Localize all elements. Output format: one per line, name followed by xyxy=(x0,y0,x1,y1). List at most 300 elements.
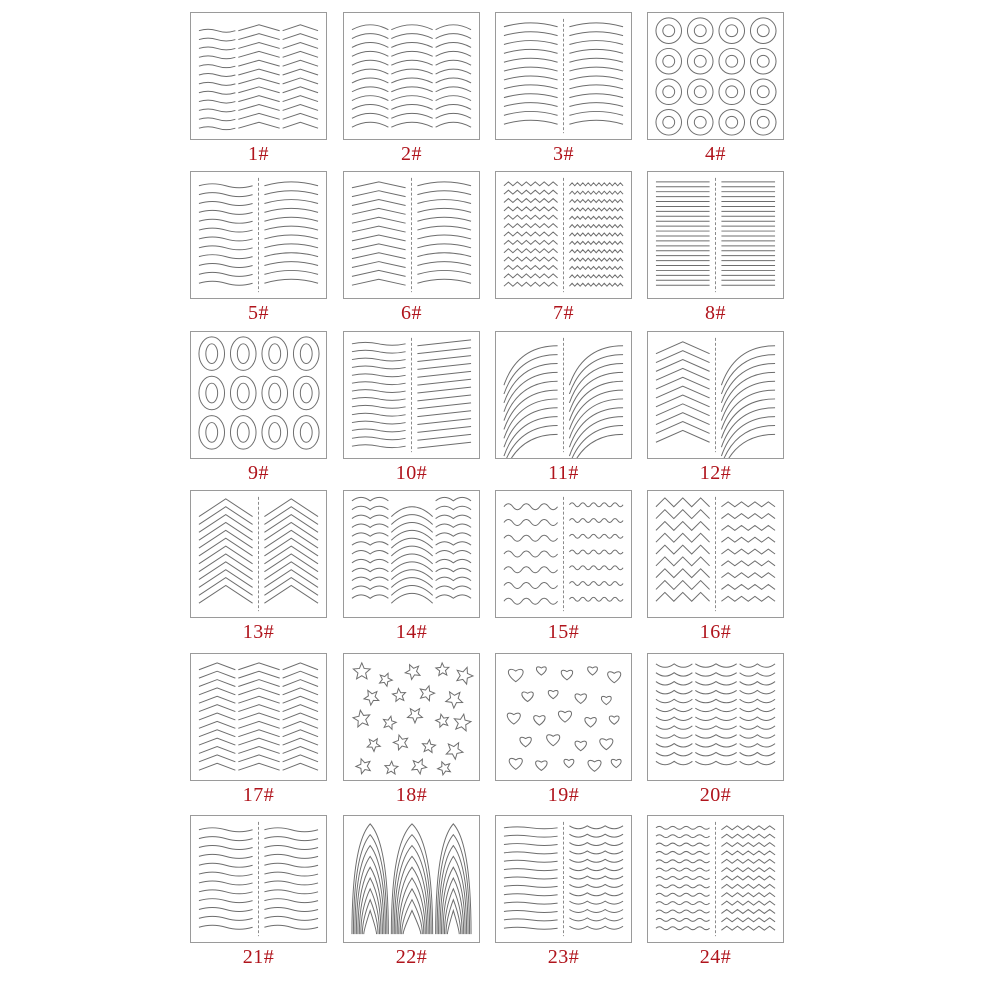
arc-line xyxy=(264,217,318,221)
scallop-line xyxy=(695,682,736,685)
arc-line xyxy=(264,200,318,204)
stencil-pattern xyxy=(496,13,631,139)
arc-line xyxy=(504,58,558,62)
zigzag-line xyxy=(721,843,775,847)
oval-inner xyxy=(206,344,218,364)
wave-line xyxy=(504,827,558,829)
wave-line xyxy=(199,837,253,841)
scallop-line xyxy=(695,708,736,711)
stencil-sheet xyxy=(343,12,480,140)
chevron-line xyxy=(238,25,279,31)
scallop-line xyxy=(569,884,623,887)
wave-line xyxy=(504,927,558,929)
ring-outer xyxy=(750,109,776,135)
ring-inner xyxy=(663,86,675,98)
chevron-line xyxy=(199,546,253,564)
ring-outer xyxy=(750,18,776,44)
swoosh-line xyxy=(569,355,623,394)
chevron-line xyxy=(283,663,318,670)
arc-line xyxy=(417,253,471,257)
stencil-sheet xyxy=(343,331,480,459)
arc-line xyxy=(436,78,471,83)
wave-line xyxy=(199,272,253,276)
chevron-line xyxy=(238,122,279,128)
stencil-pattern xyxy=(496,654,631,780)
chevron-line xyxy=(238,105,279,111)
wave-line xyxy=(352,390,406,393)
arc-line xyxy=(436,60,471,65)
wave-line xyxy=(199,109,235,112)
scallop-line xyxy=(740,682,775,685)
swoosh-line xyxy=(721,355,775,394)
chevron-line xyxy=(238,755,279,762)
scallop-line xyxy=(695,664,736,667)
stencil-number-label: 1# xyxy=(248,143,269,165)
chevron-line xyxy=(656,395,710,407)
chevron-line xyxy=(656,377,710,389)
arch-line xyxy=(393,835,431,934)
chevron-line xyxy=(264,515,318,533)
heart-shape xyxy=(575,694,586,704)
ring-outer xyxy=(687,79,713,105)
ring-outer xyxy=(719,18,745,44)
arc-line xyxy=(569,58,623,62)
arc-line xyxy=(417,244,471,248)
scallop-line xyxy=(352,542,388,545)
stencil-sheet xyxy=(647,653,784,781)
arc-line xyxy=(504,32,558,36)
wave-line xyxy=(656,910,710,913)
zigzag-line xyxy=(721,596,775,601)
stencil-number-label: 17# xyxy=(242,784,275,806)
ring-outer xyxy=(750,79,776,105)
oval-outer xyxy=(230,376,256,409)
chevron-line xyxy=(283,51,318,57)
wave-line xyxy=(199,255,253,259)
zigzag-line xyxy=(656,522,710,531)
chevron-line xyxy=(283,755,318,762)
ring-inner xyxy=(726,116,738,128)
scallop-line xyxy=(352,568,388,571)
stencil-sheet xyxy=(190,653,327,781)
zigzag-line xyxy=(721,893,775,897)
chevron-line xyxy=(352,182,406,188)
arc-line xyxy=(391,96,432,101)
zigzag-line xyxy=(721,901,775,905)
wave-line xyxy=(569,503,623,507)
zigzag-line xyxy=(656,581,710,590)
wave-line xyxy=(199,219,253,223)
stencil-pattern xyxy=(648,172,783,298)
arc-line xyxy=(569,94,623,98)
chevron-line xyxy=(238,96,279,102)
stencil-number-label: 12# xyxy=(699,462,732,484)
chevron-line xyxy=(238,113,279,119)
scallop-line xyxy=(352,586,388,589)
wave-line xyxy=(264,908,318,912)
wave-line xyxy=(199,74,235,77)
wave-line xyxy=(199,828,253,832)
chevron-line xyxy=(238,747,279,754)
wave-line xyxy=(199,854,253,858)
slant-line xyxy=(417,442,471,448)
arc-line xyxy=(436,87,471,92)
ring-outer xyxy=(687,109,713,135)
scallop-line xyxy=(436,542,471,545)
slant-line xyxy=(417,371,471,377)
wave-line xyxy=(656,835,710,838)
wave-line xyxy=(504,869,558,871)
zigzag-line xyxy=(569,283,623,286)
wave-line xyxy=(352,342,406,345)
slant-line xyxy=(417,387,471,393)
stencil-pattern xyxy=(191,654,326,780)
stencil-sheet xyxy=(343,171,480,299)
chevron-line xyxy=(656,368,710,380)
slant-line xyxy=(417,340,471,346)
stencil-tile xyxy=(190,331,327,489)
oval-inner xyxy=(206,383,218,403)
arc-line xyxy=(569,120,623,124)
scallop-line xyxy=(695,752,736,755)
zigzag-line xyxy=(721,826,775,830)
zigzag-line xyxy=(721,859,775,863)
scallop-line xyxy=(569,910,623,913)
stencil-number-label: 19# xyxy=(547,784,580,806)
ring-inner xyxy=(757,55,769,67)
scallop-line xyxy=(656,761,692,764)
zigzag-line xyxy=(504,207,558,211)
heart-shape xyxy=(548,690,558,698)
star-shape xyxy=(364,690,379,705)
wave-line xyxy=(264,925,318,929)
arc-line xyxy=(417,270,471,274)
wave-line xyxy=(656,877,710,880)
stencil-tile xyxy=(343,490,480,648)
wave-line xyxy=(352,397,406,400)
oval-outer xyxy=(262,416,288,449)
chevron-line xyxy=(199,705,235,712)
wave-line xyxy=(352,429,406,432)
ring-outer xyxy=(656,79,682,105)
oval-outer xyxy=(230,416,256,449)
chevron-line xyxy=(656,351,710,363)
scallop-line xyxy=(569,851,623,854)
chevron-line xyxy=(352,200,406,206)
stencil-tile xyxy=(190,653,327,811)
chevron-line xyxy=(238,738,279,745)
wave-line xyxy=(199,899,253,903)
chevron-line xyxy=(238,713,279,720)
ring-inner xyxy=(757,25,769,37)
scallop-line xyxy=(740,735,775,738)
wave-line xyxy=(199,56,235,59)
arc-line xyxy=(352,60,388,65)
stencil-number-label: 14# xyxy=(395,621,428,643)
ring-inner xyxy=(757,86,769,98)
arc-line xyxy=(504,67,558,71)
zigzag-line xyxy=(656,592,710,601)
chevron-line xyxy=(352,217,406,223)
stencil-number-label: 7# xyxy=(553,302,574,324)
ring-outer xyxy=(687,18,713,44)
chevron-line xyxy=(283,122,318,128)
scallop-line xyxy=(656,708,692,711)
chevron-line xyxy=(238,730,279,737)
star-shape xyxy=(380,673,393,686)
zigzag-line xyxy=(721,851,775,855)
chevron-line xyxy=(264,499,318,517)
chevron-line xyxy=(199,663,235,670)
oval-inner xyxy=(237,423,249,443)
chevron-line xyxy=(656,413,710,425)
scallop-line xyxy=(695,699,736,702)
wave-line xyxy=(504,551,558,557)
chevron-line xyxy=(283,60,318,66)
wave-line xyxy=(504,598,558,604)
chevron-line xyxy=(283,705,318,712)
chevron-line xyxy=(199,499,253,517)
stencil-pattern xyxy=(344,654,479,780)
star-shape xyxy=(367,739,380,752)
oval-outer xyxy=(199,416,225,449)
stencil-pattern xyxy=(344,172,479,298)
star-shape xyxy=(446,692,463,708)
heart-shape xyxy=(611,759,621,767)
arc-line xyxy=(436,34,471,39)
chevron-line xyxy=(283,25,318,31)
chevron-line xyxy=(283,738,318,745)
star-shape xyxy=(454,714,471,731)
star-shape xyxy=(356,759,370,774)
scallop-line xyxy=(740,761,775,764)
wave-line xyxy=(504,911,558,913)
arc-line xyxy=(264,182,318,186)
heart-shape xyxy=(588,760,601,771)
zigzag-line xyxy=(569,241,623,244)
wave-line xyxy=(199,237,253,241)
arc-line xyxy=(504,85,558,89)
chevron-line xyxy=(352,253,406,259)
wave-line xyxy=(199,100,235,103)
stencil-number-label: 21# xyxy=(242,946,275,968)
zigzag-line xyxy=(569,233,623,236)
wave-line xyxy=(656,918,710,921)
zigzag-line xyxy=(569,216,623,219)
arc-line xyxy=(391,69,432,74)
scallop-line xyxy=(352,497,388,500)
wave-line xyxy=(199,281,253,285)
zigzag-line xyxy=(504,274,558,278)
wave-line xyxy=(504,567,558,573)
scallop-line xyxy=(695,726,736,729)
oval-outer xyxy=(230,337,256,370)
scallop-line xyxy=(436,595,471,598)
oval-outer xyxy=(262,376,288,409)
wave-line xyxy=(199,228,253,232)
zigzag-line xyxy=(721,502,775,507)
stencil-tile xyxy=(647,171,784,329)
chevron-line xyxy=(352,270,406,276)
stencil-pattern xyxy=(496,332,631,458)
scallop-line xyxy=(695,673,736,676)
star-shape xyxy=(436,714,449,727)
stencil-sheet xyxy=(495,171,632,299)
arc-line xyxy=(352,51,388,56)
stencil-tile xyxy=(343,331,480,489)
stencil-number-label: 5# xyxy=(248,302,269,324)
stencil-sheet xyxy=(190,815,327,943)
arc-line xyxy=(264,191,318,195)
arc-line xyxy=(417,226,471,230)
swoosh-line xyxy=(504,434,558,458)
arc-line xyxy=(264,270,318,274)
chevron-line xyxy=(238,43,279,49)
scallop-line xyxy=(352,524,388,527)
star-shape xyxy=(457,667,473,684)
zigzag-line xyxy=(504,249,558,253)
arc-line xyxy=(436,69,471,74)
chevron-line xyxy=(656,342,710,354)
scallop-line xyxy=(569,918,623,921)
chevron-line xyxy=(283,747,318,754)
stencil-number-label: 20# xyxy=(699,784,732,806)
chevron-line xyxy=(199,671,235,678)
oval-inner xyxy=(237,344,249,364)
stencil-tile xyxy=(647,12,784,170)
wave-line xyxy=(352,350,406,353)
arc-line xyxy=(417,217,471,221)
arc-line xyxy=(504,120,558,124)
arc-line xyxy=(569,23,623,27)
stencil-pattern xyxy=(344,332,479,458)
stencil-pattern xyxy=(496,491,631,617)
scallop-line xyxy=(436,586,471,589)
ring-outer xyxy=(719,79,745,105)
wave-line xyxy=(569,519,623,523)
wave-line xyxy=(199,872,253,876)
chevron-line xyxy=(283,34,318,40)
wave-line xyxy=(504,535,558,541)
zigzag-line xyxy=(721,876,775,880)
wave-line xyxy=(264,890,318,894)
zigzag-line xyxy=(569,191,623,194)
wave-line xyxy=(504,852,558,854)
ring-inner xyxy=(726,55,738,67)
wave-line xyxy=(504,583,558,589)
scallop-line xyxy=(569,876,623,879)
zigzag-line xyxy=(569,250,623,253)
stencil-tile xyxy=(495,171,632,329)
wave-line xyxy=(352,445,406,448)
wave-line xyxy=(199,925,253,929)
arc-line xyxy=(264,208,318,212)
wave-line xyxy=(264,872,318,876)
stencil-sheet xyxy=(343,815,480,943)
scallop-line xyxy=(569,901,623,904)
chevron-line xyxy=(238,705,279,712)
heart-shape xyxy=(558,711,571,722)
chevron-line xyxy=(199,507,253,525)
wave-line xyxy=(199,127,235,130)
slant-line xyxy=(417,348,471,354)
wave-line xyxy=(569,550,623,554)
arc-line xyxy=(352,69,388,74)
wave-line xyxy=(352,358,406,361)
stencil-tile xyxy=(647,815,784,973)
zigzag-line xyxy=(504,257,558,261)
chevron-line xyxy=(352,262,406,268)
wave-line xyxy=(656,860,710,863)
stencil-tile xyxy=(343,653,480,811)
stencil-tile xyxy=(495,815,632,973)
zigzag-line xyxy=(656,545,710,554)
chevron-line xyxy=(264,562,318,580)
stencil-pattern xyxy=(648,332,783,458)
oval-inner xyxy=(300,423,312,443)
chevron-line xyxy=(199,578,253,596)
chevron-line xyxy=(199,763,235,770)
wave-line xyxy=(656,902,710,905)
stencil-pattern xyxy=(496,172,631,298)
oval-inner xyxy=(237,383,249,403)
stencil-pattern xyxy=(191,172,326,298)
chevron-line xyxy=(199,680,235,687)
stencil-number-label: 11# xyxy=(548,462,579,484)
arc-line xyxy=(391,51,432,56)
heart-shape xyxy=(522,692,533,702)
arc-line xyxy=(417,279,471,283)
stencil-sheet xyxy=(190,490,327,618)
arc-line xyxy=(504,41,558,45)
wave-line xyxy=(504,902,558,904)
slant-line xyxy=(417,434,471,440)
ring-inner xyxy=(663,25,675,37)
wave-line xyxy=(199,890,253,894)
stencil-number-label: 9# xyxy=(248,462,269,484)
stencil-tile xyxy=(495,490,632,648)
wave-line xyxy=(352,382,406,385)
chevron-line xyxy=(283,105,318,111)
heart-shape xyxy=(601,696,611,704)
stencil-pattern xyxy=(344,491,479,617)
scallop-line xyxy=(352,551,388,554)
zigzag-line xyxy=(504,232,558,236)
zigzag-line xyxy=(504,190,558,194)
zigzag-line xyxy=(569,200,623,203)
chevron-line xyxy=(264,554,318,572)
chevron-line xyxy=(352,226,406,232)
zigzag-line xyxy=(504,199,558,203)
arc-line xyxy=(504,76,558,80)
stencil-sheet xyxy=(190,171,327,299)
wave-line xyxy=(569,582,623,586)
arc-line xyxy=(417,200,471,204)
arc-line xyxy=(264,235,318,239)
star-shape xyxy=(412,759,427,774)
stencil-number-label: 13# xyxy=(242,621,275,643)
chevron-line xyxy=(199,738,235,745)
ring-inner xyxy=(757,116,769,128)
arc-line xyxy=(436,96,471,101)
zigzag-line xyxy=(721,549,775,554)
arc-line xyxy=(391,78,432,83)
oval-inner xyxy=(269,423,281,443)
chevron-line xyxy=(283,113,318,119)
scallop-line xyxy=(740,708,775,711)
wave-line xyxy=(264,899,318,903)
heart-shape xyxy=(547,735,560,746)
